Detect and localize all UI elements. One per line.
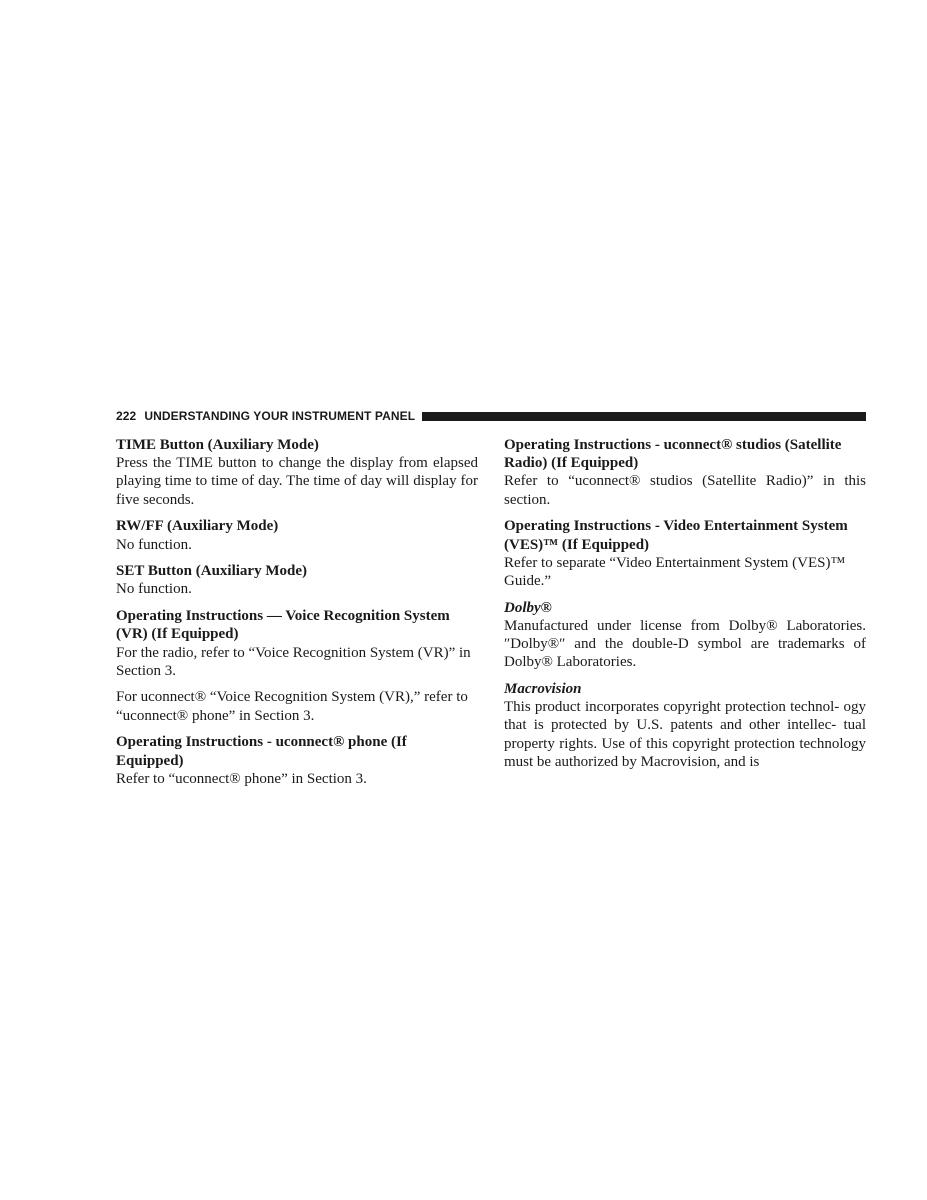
section-paragraph: Refer to “uconnect® studios (Satellite Radio)” in this section.: [504, 473, 866, 508]
section-paragraph: Refer to separate “Video Entertainment System (VES)™ Guide.”: [504, 554, 846, 589]
page-header: [116, 409, 866, 423]
right-column: [504, 436, 866, 779]
section-heading: Macrovision: [504, 680, 582, 697]
section-set-button: [116, 562, 478, 598]
section-time-button: [116, 436, 478, 509]
section-voice-recognition: [116, 607, 478, 725]
section-heading: Dolby®: [504, 599, 552, 616]
section-heading: SET Button (Auxiliary Mode): [116, 563, 307, 580]
section-heading: Operating Instructions - uconnect® studios (Satellite Radio) (If Equipped): [504, 437, 842, 472]
section-paragraph: Press the TIME button to change the display from elapsed playing time to time of day. The time of day will display for five seconds.: [116, 455, 478, 508]
section-heading: Operating Instructions - uconnect® phone (If Equipped): [116, 734, 407, 769]
section-paragraph: Refer to “uconnect® phone” in Section 3.: [116, 770, 367, 787]
section-heading: Operating Instructions — Voice Recognition System (VR) (If Equipped): [116, 608, 450, 643]
section-uconnect-phone: [116, 733, 478, 788]
section-macrovision: [504, 680, 866, 771]
section-paragraph: Manufactured under license from Dolby® Laboratories. ″Dolby®″ and the double-D symbol are trademarks of Dolby® Laboratories.: [504, 617, 866, 671]
section-paragraph: For uconnect® “Voice Recognition System (VR),” refer to “uconnect® phone” in Section 3.: [116, 689, 468, 724]
section-paragraph: For the radio, refer to “Voice Recognition System (VR)” in Section 3.: [116, 644, 471, 679]
section-paragraph: No function.: [116, 581, 192, 598]
section-rw-ff: [116, 517, 478, 553]
section-heading: TIME Button (Auxiliary Mode): [116, 437, 319, 453]
left-column: [116, 436, 478, 796]
section-dolby: [504, 599, 866, 672]
page-number: 222: [116, 409, 137, 423]
section-video-entertainment: [504, 517, 866, 590]
header-title: UNDERSTANDING YOUR INSTRUMENT PANEL: [144, 409, 416, 423]
section-paragraph: This product incorporates copyright protection technol- ogy that is protected by U.S. patents and other intellec- tual property rights. Use of this copyright protection technology must be authorized by Macrovision, and is: [504, 699, 866, 770]
section-heading: RW/FF (Auxiliary Mode): [116, 518, 279, 535]
section-paragraph: No function.: [116, 536, 192, 553]
section-uconnect-studios: [504, 436, 866, 509]
section-heading: Operating Instructions - Video Entertainment System (VES)™ (If Equipped): [504, 518, 848, 553]
header-rule: [422, 412, 866, 421]
